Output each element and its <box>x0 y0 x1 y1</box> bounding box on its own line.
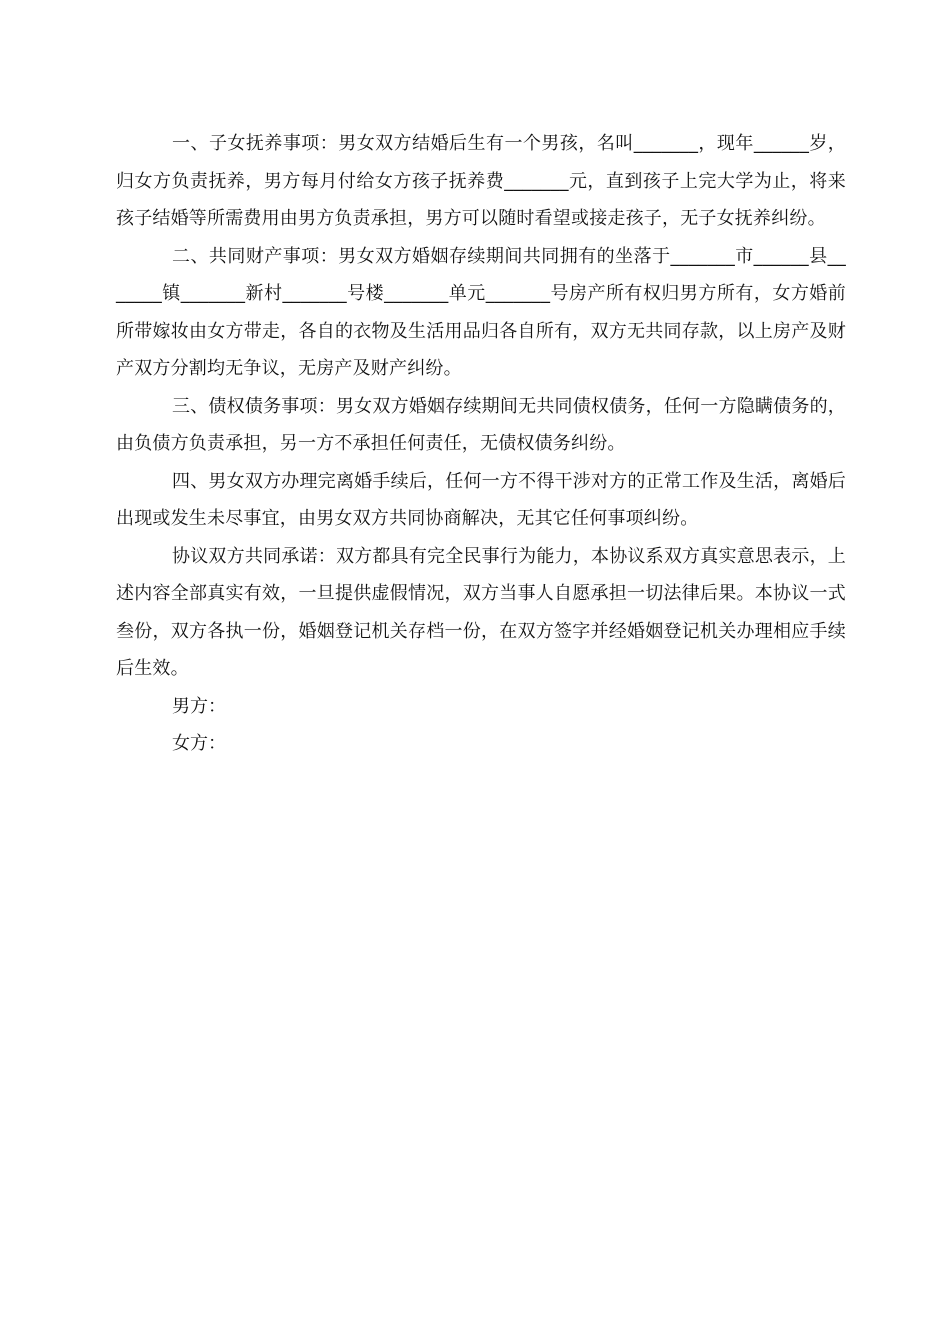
female-signature-label: 女方： <box>172 733 226 754</box>
clause-child-support: 一、子女抚养事项：男女双方结婚后生有一个男孩，名叫_______，现年______岁，归女方负责抚养，男方每月付给女方孩子抚养费_______元，直到孩子上完大学为止，将来孩子结婚等所需费用由男方负责承担，男方可以随时看望或接走孩子，无子女抚养纠纷。 <box>116 133 846 229</box>
clause-mutual-commitment: 协议双方共同承诺：双方都具有完全民事行为能力，本协议系双方真实意思表示，上述内容全部真实有效，一旦提供虚假情况，双方当事人自愿承担一切法律后果。本协议一式叁份，双方各执一份，婚姻登记机关存档一份，在双方签字并经婚姻登记机关办理相应手续后生效。 <box>116 545 846 679</box>
document-body <box>116 125 846 763</box>
male-signature-label: 男方： <box>172 695 226 717</box>
clause-debts: 三、债权债务事项：男女双方婚姻存续期间无共同债权债务，任何一方隐瞒债务的，由负债方负责承担，另一方不承担任何责任，无债权债务纠纷。 <box>116 395 846 454</box>
clause-post-divorce: 四、男女双方办理完离婚手续后，任何一方不得干涉对方的正常工作及生活，离婚后出现或发生未尽事宜，由男女双方共同协商解决，无其它任何事项纠纷。 <box>116 470 846 529</box>
clause-joint-property: 二、共同财产事项：男女双方婚姻存续期间共同拥有的坐落于_______市______县_______镇_______新村_______号楼_______单元_______号房产所有权归男方所有，女方婚前所带嫁妆由女方带走，各自的衣物及生活用品归各自所有，双方无共同存款，以上房产及财产双方分割均无争议，无房产及财产纠纷。 <box>116 245 846 379</box>
